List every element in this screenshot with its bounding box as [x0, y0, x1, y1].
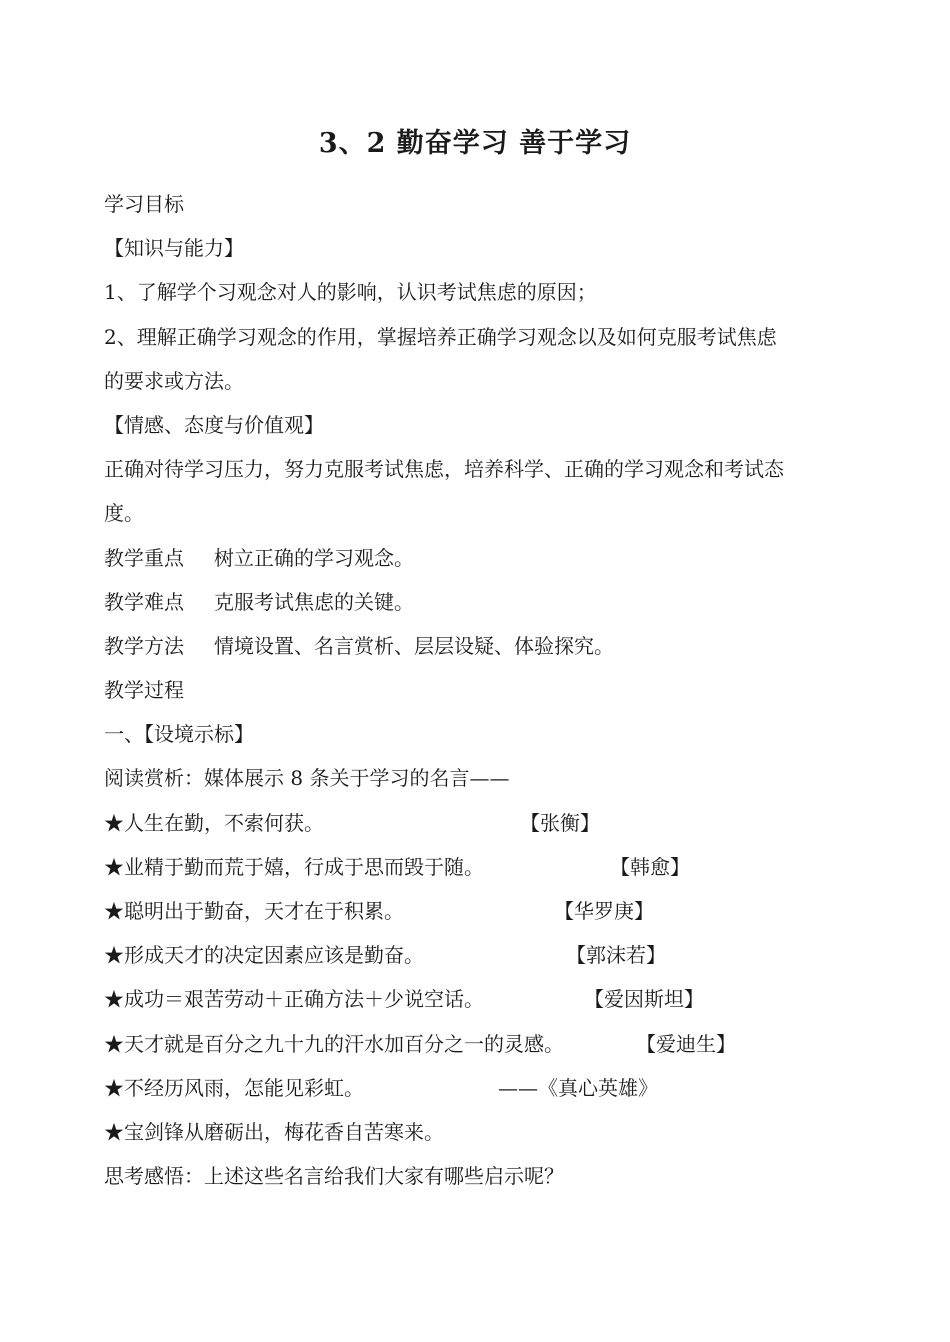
- process-heading: 教学过程: [104, 678, 184, 703]
- quote-item: [104, 1113, 864, 1157]
- quote-item: [104, 1069, 864, 1113]
- paragraph-goal-1: 1、了解学个习观念对人的影响，认识考试焦虑的原因；: [104, 280, 597, 305]
- quote-text: ★聪明出于勤奋，天才在于积累。: [104, 899, 404, 923]
- paragraph-emotion-values: 【情感、态度与价值观】: [104, 412, 324, 437]
- teaching-method: [104, 627, 864, 671]
- quote-item: [104, 848, 864, 892]
- teaching-value: 树立正确的学习观念。: [214, 545, 414, 570]
- quote-source: 【华罗庚】: [554, 899, 654, 923]
- teaching-label: 教学难点: [104, 589, 184, 614]
- document-title: 3、2 勤奋学习 善于学习: [318, 128, 632, 159]
- quote-text: ★业精于勤而荒于嬉，行成于思而毁于随。: [104, 854, 484, 879]
- quote-source: 【韩愈】: [610, 854, 690, 879]
- paragraph-knowledge-ability: 【知识与能力】: [104, 236, 244, 261]
- teaching-label: 教学重点: [104, 545, 184, 570]
- teaching-value: 克服考试焦虑的关键。: [214, 589, 414, 614]
- section-one-heading: 一、【设境示标】: [104, 722, 254, 747]
- reflection-prompt: 思考感悟：上述这些名言给我们大家有哪些启示呢？: [104, 1164, 564, 1189]
- paragraph-goal-2: 2、理解正确学习观念的作用，掌握培养正确学习观念以及如何克服考试焦虑: [104, 324, 777, 349]
- quote-source: 【张衡】: [520, 810, 600, 835]
- quote-text: ★宝剑锋从磨砺出，梅花香自苦寒来。: [104, 1119, 444, 1144]
- quote-text: ★不经历风雨，怎能见彩虹。: [104, 1075, 364, 1100]
- quote-text: ★天才就是百分之九十九的汗水加百分之一的灵感。: [104, 1031, 564, 1056]
- quote-text: ★形成天才的决定因素应该是勤奋。: [104, 943, 424, 968]
- teaching-key-point: [104, 539, 864, 583]
- quote-item: [104, 936, 864, 980]
- quote-item: [104, 980, 864, 1024]
- document-body: [104, 185, 864, 1201]
- paragraph-goal-2-cont: 的要求或方法。: [104, 368, 244, 393]
- reading-intro: 阅读赏析：媒体展示 8 条关于学习的名言——: [104, 766, 510, 791]
- quote-item: [104, 892, 864, 936]
- quote-item: [104, 804, 864, 848]
- quote-source: 【爱因斯坦】: [584, 987, 704, 1012]
- quote-source: ——《真心英雄》: [498, 1075, 658, 1100]
- teaching-value: 情境设置、名言赏析、层层设疑、体验探究。: [214, 633, 614, 658]
- quote-source: 【郭沫若】: [566, 943, 666, 968]
- teaching-difficulty: [104, 583, 864, 627]
- quote-item: [104, 1025, 864, 1069]
- quote-text: ★成功＝艰苦劳动＋正确方法＋少说空话。: [104, 987, 484, 1012]
- quote-source: 【爱迪生】: [636, 1031, 736, 1056]
- paragraph-emotion-goal-cont: 度。: [104, 501, 144, 526]
- quote-text: ★人生在勤，不索何获。: [104, 810, 324, 835]
- teaching-label: 教学方法: [104, 633, 184, 658]
- paragraph-learning-goals: 学习目标: [104, 192, 184, 216]
- paragraph-emotion-goal: 正确对待学习压力，努力克服考试焦虑，培养科学、正确的学习观念和考试态: [104, 457, 784, 482]
